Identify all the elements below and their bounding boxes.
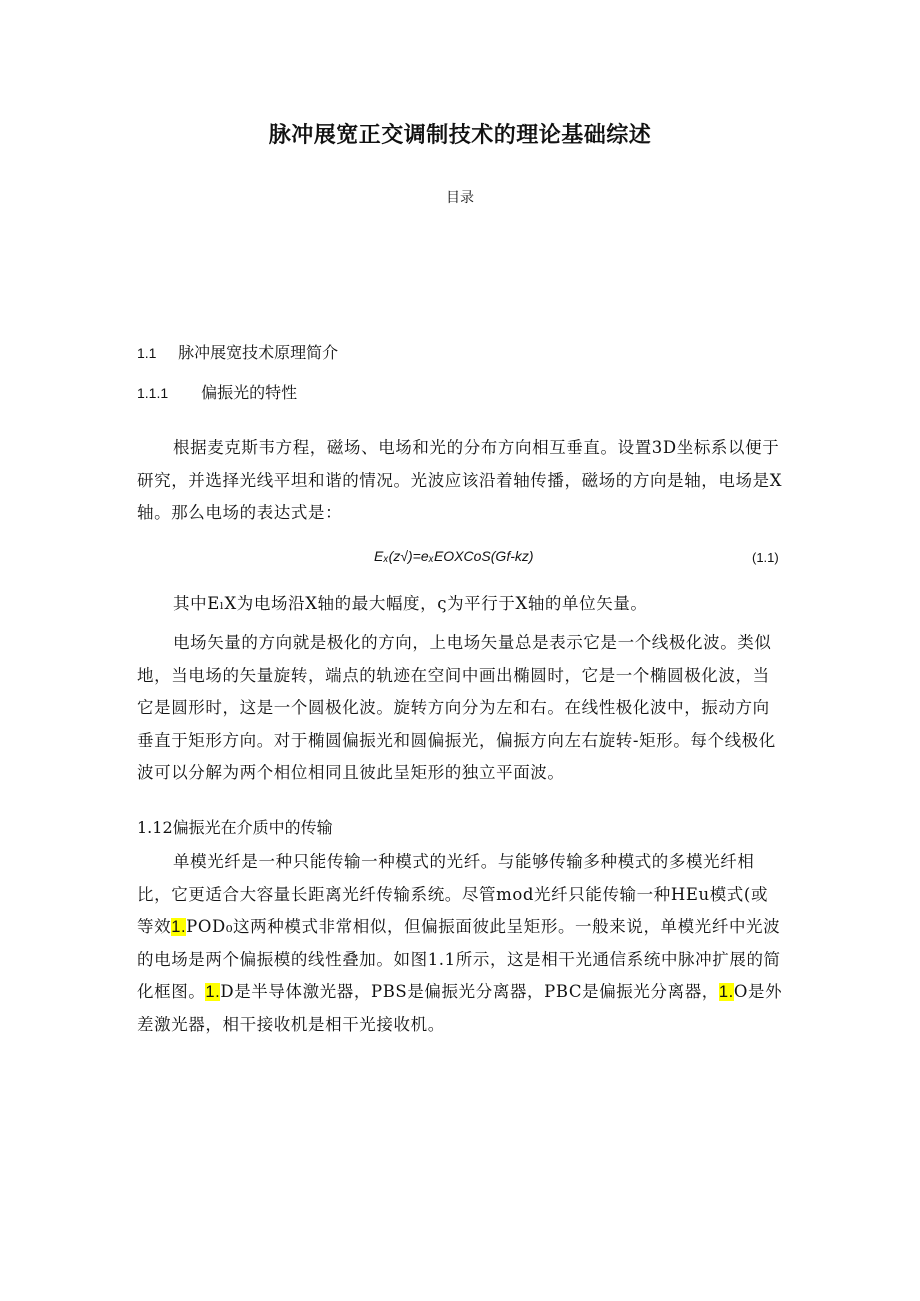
heading-1-1-1 [137, 380, 297, 403]
document-title: 脉冲展宽正交调制技术的理论基础综述 [268, 123, 652, 148]
paragraph-text: 单模光纤是一种只能传输一种模式的光纤。与能够传输多种模式的多模光纤相比，它更适合大容量长距离光纤传输系统。尽管mod光纤只能传输一种HEu模式(或等效 [137, 852, 769, 936]
paragraph-single-mode-fiber [137, 846, 783, 1041]
paragraph-text: 根据麦克斯韦方程，磁场、电场和光的分布方向相互垂直。设置3D坐标系以便于研究，并选择光线平坦和谐的情况。光波应该沿着轴传播，磁场的方向是轴，电场是X轴。那么电场的表达式是： [137, 438, 783, 522]
highlight-mark: 1. [171, 918, 187, 936]
paragraph-text: 其中EₗX为电场沿X轴的最大幅度，ς为平行于X轴的单位矢量。 [173, 594, 648, 613]
paragraph-text: POD₀这两种模式非常相似，但偏振面彼此呈矩形。一般来说，单模光纤中光波的电场是两个偏振模的线性叠加。如图1.1所示，这是相干光通信系统中脉冲扩展的简化框图。 [137, 917, 781, 1001]
toc-label: 目录 [446, 190, 474, 206]
paragraph-amplitude [137, 588, 783, 621]
paragraph-text: 电场矢量的方向就是极化的方向，上电场矢量总是表示它是一个线极化波。类似地，当电场的矢量旋转，端点的轨迹在空间中画出椭圆时，它是一个椭圆极化波，当它是圆形时，这是一个圆极化波。旋转方向分为左和右。在线性极化波中，振动方向垂直于矩形方向。对于椭圆偏振光和圆偏振光，偏振方向左右旋转-矩形。每个线极化波可以分解为两个相位相同且彼此呈矩形的独立平面波。 [137, 633, 776, 782]
paragraph-maxwell [137, 432, 783, 530]
highlight-mark: 1. [718, 983, 734, 1001]
heading-1-1-2: 1.12偏振光在介质中的传输 [137, 818, 333, 837]
heading-text: 脉冲展宽技术原理简介 [178, 343, 339, 362]
paragraph-text: D是半导体激光器，PBS是偏振光分离器，PBC是偏振光分离器， [220, 982, 719, 1001]
heading-number: 1.1.1 [137, 385, 169, 401]
paragraph-text: O是外差激光器，相干接收机是相干光接收机。 [137, 982, 783, 1034]
equation: Eₓ(z√)=eₓEOXCoS(Gf-kz) [374, 548, 534, 564]
paragraph-polarization [137, 627, 783, 790]
heading-number: 1.1 [137, 345, 157, 361]
heading-1-1 [137, 340, 338, 363]
equation-number: (1.1) [752, 550, 779, 565]
highlight-mark: 1. [205, 983, 221, 1001]
heading-text: 偏振光的特性 [201, 383, 298, 402]
